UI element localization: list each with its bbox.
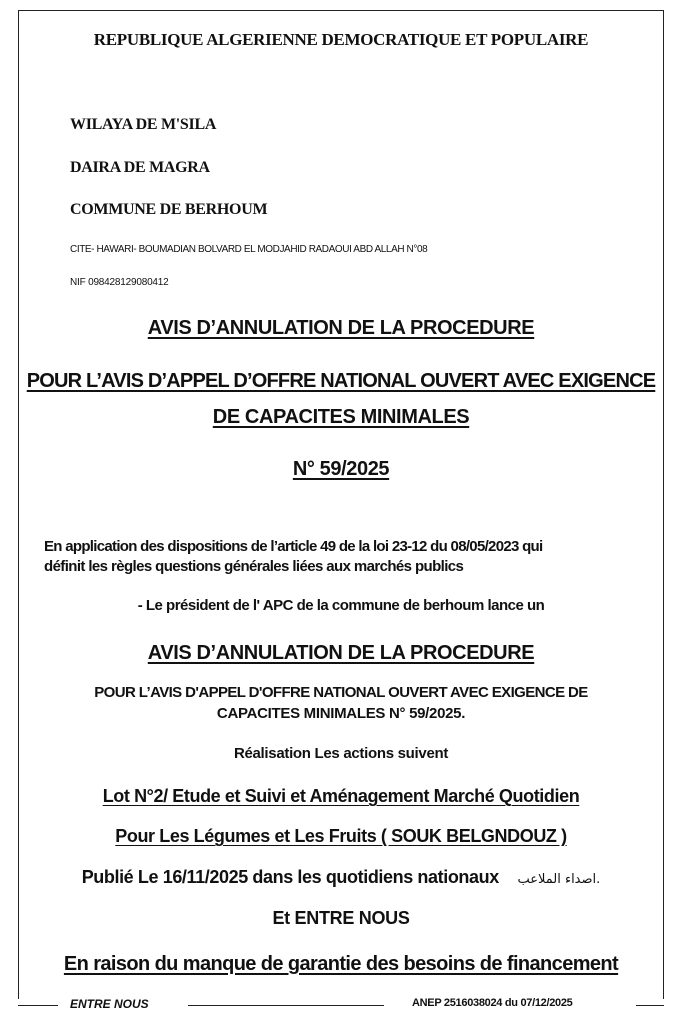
country-header: REPUBLIQUE ALGERIENNE DEMOCRATIQUE ET POPULAIRE: [93, 30, 589, 49]
heading-subtitle-cont: DE CAPACITES MINIMALES: [212, 406, 470, 428]
reason-line: En raison du manque de garantie des besoins de financement: [63, 953, 619, 975]
publication-line: [0, 867, 682, 888]
newspaper-name-arabic: اصداء الملاعب.: [517, 872, 601, 887]
footer-newspaper: ENTRE NOUS: [70, 997, 149, 1011]
actions-line: Réalisation Les actions suivent: [233, 745, 449, 762]
address-line: CITE- HAWARI- BOUMADIAN BOLVARD EL MODJAHID RADAOUI ABD ALLAH N°08: [70, 244, 428, 255]
nif-line: NIF 098428129080412: [70, 277, 169, 288]
legal-basis-line2: définit les règles questions générales liées aux marchés publics: [44, 558, 464, 575]
president-line: - Le président de l' APC de la commune de berhoum lance un: [137, 597, 545, 614]
heading-subtitle: POUR L’AVIS D’APPEL D’OFFRE NATIONAL OUVERT AVEC EXIGENCE: [26, 370, 656, 392]
wilaya-label: WILAYA DE M'SILA: [70, 116, 217, 133]
footer-rule-right: [636, 1005, 664, 1006]
publication-text: Publié Le 16/11/2025 dans les quotidiens nationaux: [81, 867, 499, 887]
daira-label: DAIRA DE MAGRA: [70, 159, 210, 176]
notice-line2: CAPACITES MINIMALES N° 59/2025.: [216, 705, 466, 722]
footer-rule-middle: [188, 1005, 384, 1006]
footer-anep-reference: ANEP 2516038024 du 07/12/2025: [412, 997, 573, 1009]
notice-title: AVIS D’ANNULATION DE LA PROCEDURE: [147, 642, 535, 664]
lot-continuation: Pour Les Légumes et Les Fruits ( SOUK BELGNDOUZ ): [115, 826, 567, 846]
legal-basis-line1: En application des dispositions de l’article 49 de la loi 23-12 du 08/05/2023 qui: [44, 538, 543, 555]
notice-line1: POUR L’AVIS D'APPEL D'OFFRE NATIONAL OUVERT AVEC EXIGENCE DE: [94, 684, 588, 701]
footer-rule-left: [18, 1005, 58, 1006]
and-entre-nous-line: Et ENTRE NOUS: [272, 908, 410, 928]
notice-number: N° 59/2025: [292, 458, 390, 480]
heading-title: AVIS D’ANNULATION DE LA PROCEDURE: [147, 317, 535, 339]
lot-line: Lot N°2/ Etude et Suivi et Aménagement Marché Quotidien: [102, 786, 580, 806]
commune-label: COMMUNE DE BERHOUM: [70, 201, 268, 218]
